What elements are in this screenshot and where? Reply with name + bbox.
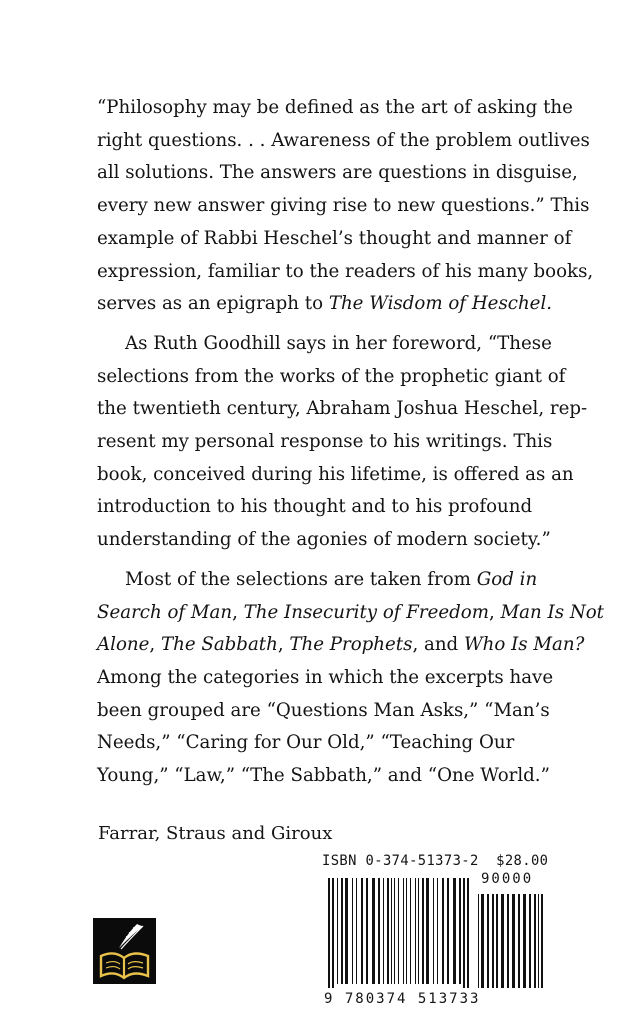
text-line	[97, 597, 604, 630]
barcode-bar	[372, 878, 375, 984]
barcode-bar	[426, 878, 429, 984]
back-cover-blurb	[97, 92, 604, 793]
barcode-bar	[332, 878, 334, 988]
paragraph-selections	[97, 564, 604, 793]
barcode-bar	[422, 878, 424, 984]
book-title: The Prophets	[289, 634, 413, 656]
text-line: Young,” “Law,” “The Sabbath,” and “One World.”	[97, 765, 550, 787]
text-line: understanding of the agonies of modern society.”	[97, 529, 551, 551]
book-and-quill-icon	[93, 918, 156, 984]
barcode-bar	[378, 878, 380, 984]
text-line: the twentieth century, Abraham Joshua Heschel, rep-	[97, 398, 588, 420]
text-line: “Philosophy may be defined as the art of asking the	[97, 97, 573, 118]
book-title: Who Is Man?	[463, 634, 585, 656]
barcode-bar	[433, 878, 434, 984]
text-line: right questions. . . Awareness of the problem outlives	[97, 129, 590, 151]
barcode-bar	[487, 894, 489, 988]
barcode-bar	[453, 878, 456, 984]
barcode-bar	[387, 878, 389, 984]
barcode-bar	[529, 894, 531, 988]
text-line	[97, 288, 553, 321]
book-title: Search of Man	[97, 601, 233, 623]
text-line: introduction to his thought and to his profound	[97, 496, 533, 518]
barcode-bar	[437, 878, 438, 984]
text-line: all solutions. The answers are questions in disguise,	[97, 162, 578, 184]
barcode-bar	[418, 878, 419, 984]
barcode-bar	[447, 878, 449, 984]
book-title: The Insecurity of Freedom	[243, 601, 489, 623]
text-line: been grouped are “Questions Man Asks,” “Man’s	[97, 699, 550, 721]
barcode-bar	[366, 878, 368, 984]
publisher-name: Farrar, Straus and Giroux	[98, 823, 333, 844]
text-line: Needs,” “Caring for Our Old,” “Teaching Our	[97, 732, 515, 754]
barcode-bar	[523, 894, 526, 988]
price: $28.00	[496, 853, 549, 869]
barcode-bar	[467, 878, 469, 988]
text-line	[97, 564, 543, 597]
text-line: example of Rabbi Heschel’s thought and manner of	[97, 227, 572, 249]
text-line: expression, familiar to the readers of his many books,	[97, 260, 594, 282]
paragraph-foreword	[97, 328, 588, 557]
text-line: resent my personal response to his writings. This	[97, 431, 553, 453]
book-title: Man Is Not	[500, 601, 604, 623]
barcode-bar	[345, 878, 348, 984]
book-title: The Wisdom of Heschel.	[328, 293, 553, 315]
barcode-bar	[415, 878, 416, 984]
text-segment: Most of the selections are taken from	[125, 568, 477, 590]
barcode-bar	[410, 878, 411, 984]
text-line: book, conceived during his lifetime, is offered as an	[97, 463, 574, 485]
separator: ,	[488, 601, 501, 623]
separator: , and	[412, 634, 464, 656]
barcode-bar	[512, 894, 515, 988]
barcode-bar	[361, 878, 363, 984]
barcode-bar	[398, 878, 399, 984]
separator: ,	[149, 634, 161, 656]
book-title: Alone	[97, 634, 150, 656]
isbn-number: ISBN 0-374-51373-2	[322, 853, 479, 869]
barcode-bar	[492, 894, 494, 988]
barcode-addon-digits: 90000	[481, 871, 534, 887]
paragraph-epigraph	[97, 92, 594, 321]
barcode	[318, 870, 548, 992]
barcode-bar	[518, 894, 520, 988]
barcode-bar	[341, 878, 343, 984]
barcode-bar	[391, 878, 392, 984]
barcode-bar	[442, 878, 444, 984]
isbn-label	[322, 853, 548, 869]
text-line: As Ruth Goodhill says in her foreword, “These	[125, 332, 552, 354]
barcode-bar	[481, 894, 484, 988]
separator: ,	[232, 601, 244, 623]
barcode-bar	[507, 894, 509, 988]
barcode-bar	[403, 878, 404, 984]
separator: ,	[277, 634, 290, 656]
text-line: selections from the works of the prophetic giant of	[97, 365, 566, 387]
barcode-bar	[478, 894, 479, 988]
text-segment: serves as an epigraph to	[97, 293, 329, 315]
book-title: The Sabbath	[160, 634, 278, 656]
barcode-bar	[337, 878, 338, 984]
text-line: every new answer giving rise to new questions.” This	[97, 195, 590, 217]
text-line	[97, 629, 585, 662]
barcode-bar	[534, 894, 536, 988]
book-title: God in	[476, 568, 538, 590]
barcode-bar	[406, 878, 407, 984]
barcode-bar	[459, 878, 461, 984]
barcode-bar	[541, 894, 543, 988]
barcode-bar	[356, 878, 357, 984]
text-line: Among the categories in which the excerpts have	[97, 666, 554, 688]
barcode-bar	[352, 878, 353, 984]
barcode-bar	[328, 878, 330, 988]
barcode-bar	[496, 894, 498, 988]
barcode-bar	[501, 894, 504, 988]
barcode-bar	[394, 878, 395, 984]
barcode-digits: 9 780374 513733	[324, 991, 481, 1007]
barcode-bar	[383, 878, 384, 984]
barcode-bar	[463, 878, 465, 988]
barcode-bar	[538, 894, 539, 988]
